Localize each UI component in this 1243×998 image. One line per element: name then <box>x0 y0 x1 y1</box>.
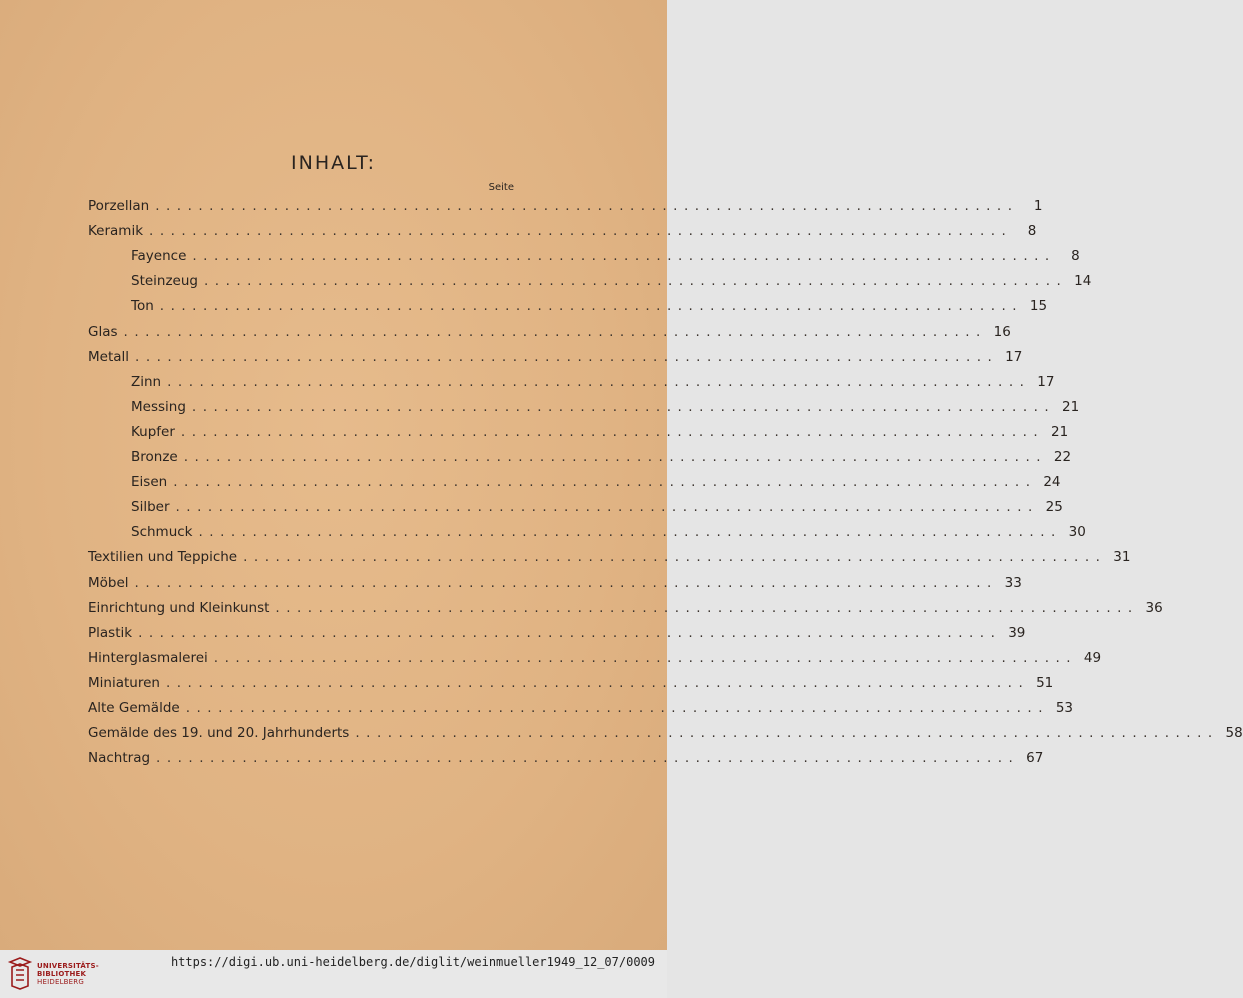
toc-entry-page-number: 58 <box>1225 725 1243 742</box>
toc-entry <box>131 248 1080 268</box>
toc-entry <box>88 198 1043 218</box>
toc-entry-label: Alte Gemälde <box>88 700 180 716</box>
toc-entry-label: Textilien und Teppiche <box>88 549 238 566</box>
dot-leader: ................................................................................ <box>173 474 1037 491</box>
toc-entry-page-number: 22 <box>1053 449 1072 465</box>
toc-entry <box>88 700 1074 720</box>
dot-leader: ................................................................................ <box>243 549 1107 566</box>
toc-entry-label: Kupfer <box>131 423 175 440</box>
toc-entry-label: Miniaturen <box>88 674 160 691</box>
toc-entry-page-number: 36 <box>1145 599 1163 616</box>
toc-entry <box>88 674 1054 695</box>
toc-entry-page-number: 15 <box>1029 298 1048 315</box>
toc-entry-page-number: 25 <box>1045 499 1063 516</box>
library-logo-text <box>37 962 99 986</box>
page-title: INHALT: <box>291 152 376 174</box>
toc-entry-page-number: 16 <box>993 323 1011 340</box>
toc-entry-page-number: 67 <box>1026 750 1044 767</box>
toc-entry-page-number: 8 <box>1027 223 1037 240</box>
toc-entry <box>88 725 1243 745</box>
toc-entry-label: Silber <box>131 499 170 516</box>
toc-entry-page-number: 30 <box>1068 524 1086 541</box>
dot-leader: ................................................................................ <box>175 499 1039 516</box>
toc-entry-label: Gemälde des 19. und 20. Jahrhunderts <box>88 725 350 742</box>
dot-leader: ................................................................................ <box>135 348 999 365</box>
page-column-header: Seite <box>488 182 514 193</box>
dot-leader: ................................................................................ <box>191 398 1056 415</box>
toc-entry <box>88 750 1044 770</box>
toc-entry <box>131 524 1086 544</box>
dot-leader: ................................................................................ <box>149 223 1013 240</box>
dot-leader: ................................................................................ <box>183 449 1048 465</box>
toc-entry-page-number: 33 <box>1004 574 1022 591</box>
toc-entry <box>88 549 1131 569</box>
toc-entry <box>88 599 1163 620</box>
toc-entry-page-number: 31 <box>1113 549 1131 566</box>
dot-leader: ................................................................................ <box>134 574 998 591</box>
toc-entry <box>131 423 1069 444</box>
dot-leader: ................................................................................ <box>180 423 1045 440</box>
toc-entry-label: Glas <box>88 323 118 340</box>
dot-leader: ................................................................................ <box>204 273 1068 290</box>
toc-entry <box>131 398 1080 419</box>
dot-leader: ................................................................................ <box>185 700 1050 716</box>
dot-leader: ................................................................................ <box>275 599 1139 616</box>
toc-entry-label: Möbel <box>88 574 129 591</box>
dot-leader: ................................................................................ <box>355 725 1219 742</box>
logo-line-2: BIBLIOTHEK <box>37 970 87 978</box>
toc-entry-page-number: 17 <box>1037 373 1055 390</box>
toc-entry-label: Fayence <box>131 248 187 265</box>
dot-leader: ................................................................................ <box>165 674 1030 691</box>
toc-entry-label: Porzellan <box>88 198 150 214</box>
toc-entry-page-number: 8 <box>1071 248 1080 265</box>
toc-entry-label: Steinzeug <box>131 273 198 290</box>
toc-entry-label: Einrichtung und Kleinkunst <box>88 599 270 616</box>
toc-entry-page-number: 39 <box>1008 624 1026 641</box>
toc-entry <box>88 649 1102 670</box>
toc-entry-label: Zinn <box>131 373 162 390</box>
toc-entry <box>88 323 1011 344</box>
toc-entry <box>131 499 1063 519</box>
logo-line-3: HEIDELBERG <box>37 978 84 986</box>
toc-entry <box>131 474 1061 494</box>
toc-entry-page-number: 49 <box>1083 649 1102 666</box>
toc-entry-label: Ton <box>131 298 154 315</box>
toc-entry-page-number: 21 <box>1051 423 1069 440</box>
toc-entry-label: Bronze <box>131 449 178 465</box>
logo-line-1: UNIVERSITÄTS- <box>37 962 99 970</box>
dot-leader: ................................................................................ <box>159 298 1024 315</box>
toc-entry-label: Schmuck <box>131 524 193 541</box>
toc-entry-label: Hinterglasmalerei <box>88 649 208 666</box>
toc-entry <box>88 348 1023 369</box>
toc-entry <box>131 373 1055 394</box>
toc-entry <box>88 223 1037 243</box>
toc-entry-label: Messing <box>131 398 186 415</box>
toc-entry-page-number: 24 <box>1043 474 1061 491</box>
toc-entry-page-number: 14 <box>1074 273 1092 290</box>
toc-entry-page-number: 17 <box>1005 348 1023 365</box>
toc-entry-page-number: 21 <box>1062 398 1080 415</box>
library-logo-icon <box>8 956 32 990</box>
toc-entry <box>131 273 1092 293</box>
toc-entry-page-number: 53 <box>1055 700 1074 716</box>
toc-entry-label: Keramik <box>88 223 144 240</box>
source-url-link[interactable]: https://digi.ub.uni-heidelberg.de/diglit/weinmueller1949_12_07/0009 <box>170 955 655 969</box>
dot-leader: ................................................................................ <box>213 649 1078 666</box>
toc-entry-label: Nachtrag <box>88 750 151 767</box>
toc-entry-label: Eisen <box>131 474 168 491</box>
toc-entry <box>88 574 1022 595</box>
toc-entry-page-number: 51 <box>1036 674 1054 691</box>
dot-leader: ................................................................................ <box>123 323 987 340</box>
dot-leader: ................................................................................ <box>155 198 1019 214</box>
toc-entry <box>88 624 1026 645</box>
toc-entry-label: Plastik <box>88 624 133 641</box>
dot-leader: ................................................................................ <box>198 524 1062 541</box>
toc-entry <box>131 449 1072 469</box>
dot-leader: ................................................................................ <box>156 750 1020 767</box>
dot-leader: ................................................................................ <box>192 248 1056 265</box>
dot-leader: ................................................................................ <box>138 624 1002 641</box>
toc-entry-label: Metall <box>88 348 130 365</box>
dot-leader: ................................................................................ <box>167 373 1031 390</box>
toc-entry-page-number: 1 <box>1033 198 1043 214</box>
toc-entry <box>131 298 1048 318</box>
